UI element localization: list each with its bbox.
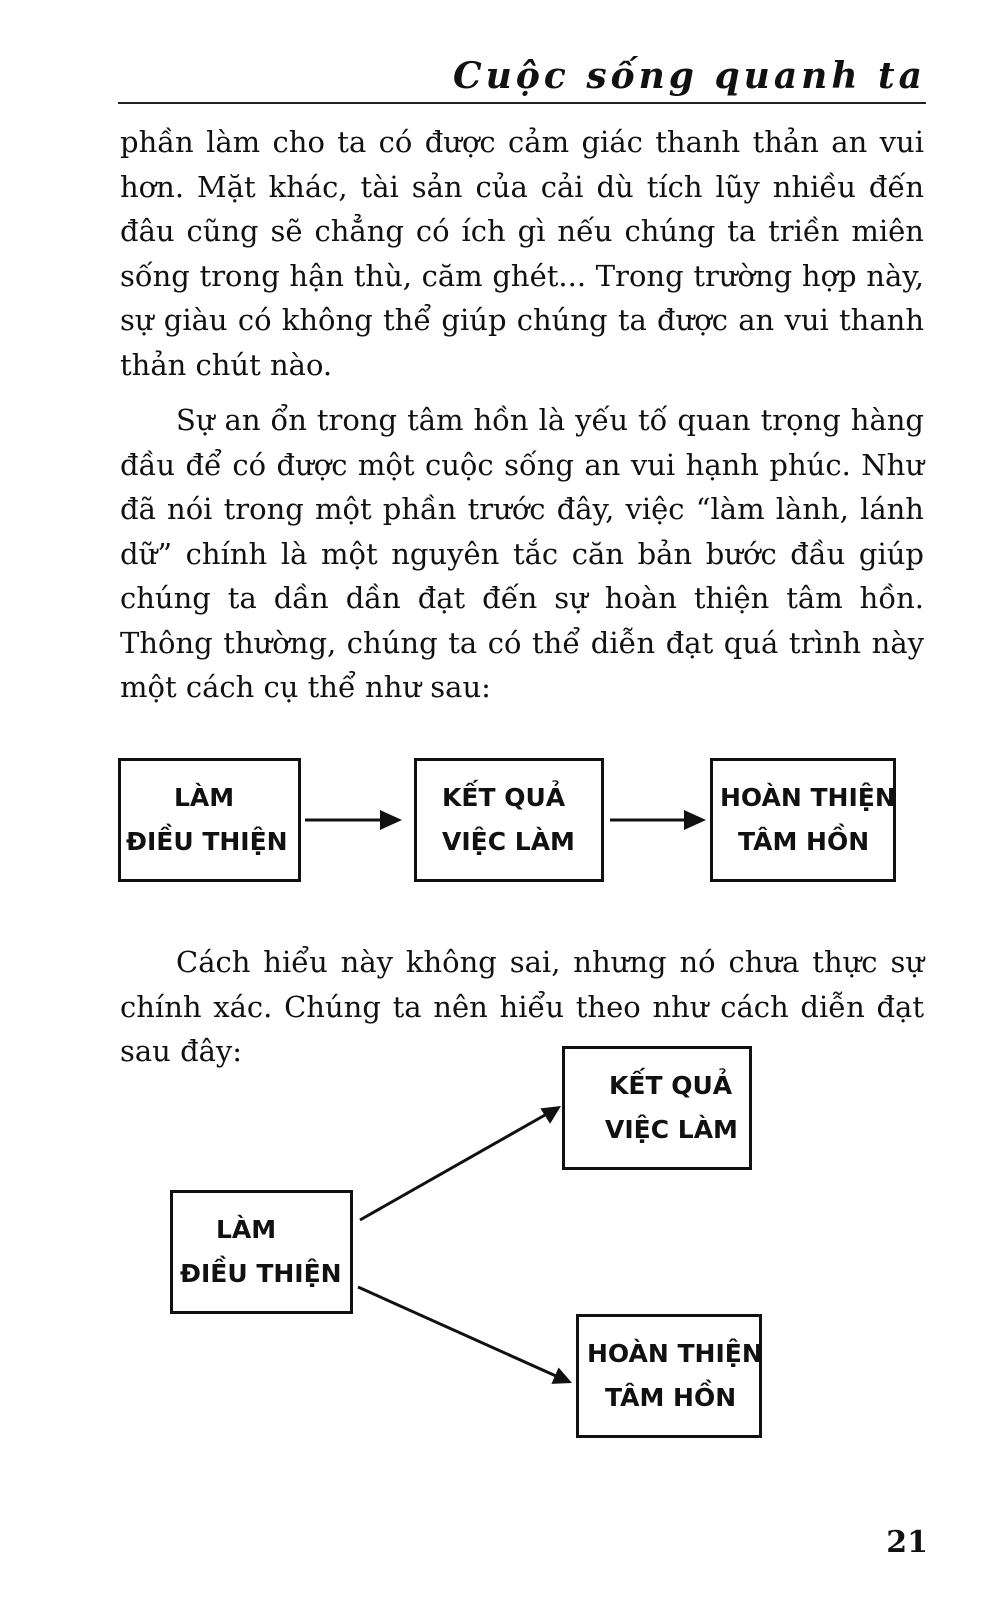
arrow-source-to-top <box>360 1106 561 1220</box>
diagram1-box1-line2: ĐIỀU THIỆN <box>126 827 288 856</box>
diagram1-box2-line1: KẾT QUẢ <box>442 783 566 812</box>
paragraph-1: phần làm cho ta có được cảm giác thanh thản an vui hơn. Mặt khác, tài sản của cải dù tích lũy nhiều đến đâu cũng sẽ chẳng có ích gì nếu chúng ta triền miên sống trong hận thù, căm ghét... Trong trường hợp này, sự giàu có không thể giúp chúng ta được an vui thanh thản chút nào. <box>120 125 924 382</box>
diagram2-top-line2: VIỆC LÀM <box>605 1115 738 1144</box>
diagram2-source-line1: LÀM <box>216 1215 277 1244</box>
diagram1-box3-line2: TÂM HỒN <box>738 827 870 856</box>
diagram1-box1-line1: LÀM <box>174 783 235 812</box>
diagram2-top-line1: KẾT QUẢ <box>609 1071 733 1100</box>
diagram2-bottom-line2: TÂM HỒN <box>605 1383 737 1412</box>
paragraph-2: Sự an ổn trong tâm hồn là yếu tố quan trọng hàng đầu để có được một cuộc sống an vui hạnh phúc. Như đã nói trong một phần trước đây, việc “làm lành, lánh dữ” chính là một nguyên tắc căn bản bước đầu giúp chúng ta dần dần đạt đến sự hoàn thiện tâm hồn. Thông thường, chúng ta có thể diễn đạt quá trình này một cách cụ thể như sau: <box>120 403 924 704</box>
diagram1-box2-line2: VIỆC LÀM <box>442 827 575 856</box>
arrow-source-to-bottom <box>358 1287 572 1384</box>
diagram1-box3-line1: HOÀN THIỆN <box>720 783 896 812</box>
arrow-box1-to-box2 <box>305 810 402 830</box>
diagram2-source-line2: ĐIỀU THIỆN <box>180 1259 342 1288</box>
paragraph-3: Cách hiểu này không sai, nhưng nó chưa thực sự chính xác. Chúng ta nên hiểu theo như cách diễn đạt sau đây: <box>120 945 924 1068</box>
diagram2-bottom-line1: HOÀN THIỆN <box>587 1339 763 1368</box>
arrow-box2-to-box3 <box>610 810 706 830</box>
page-number: 21 <box>886 1525 928 1560</box>
running-header-title: Cuộc sống quanh ta <box>453 55 926 97</box>
